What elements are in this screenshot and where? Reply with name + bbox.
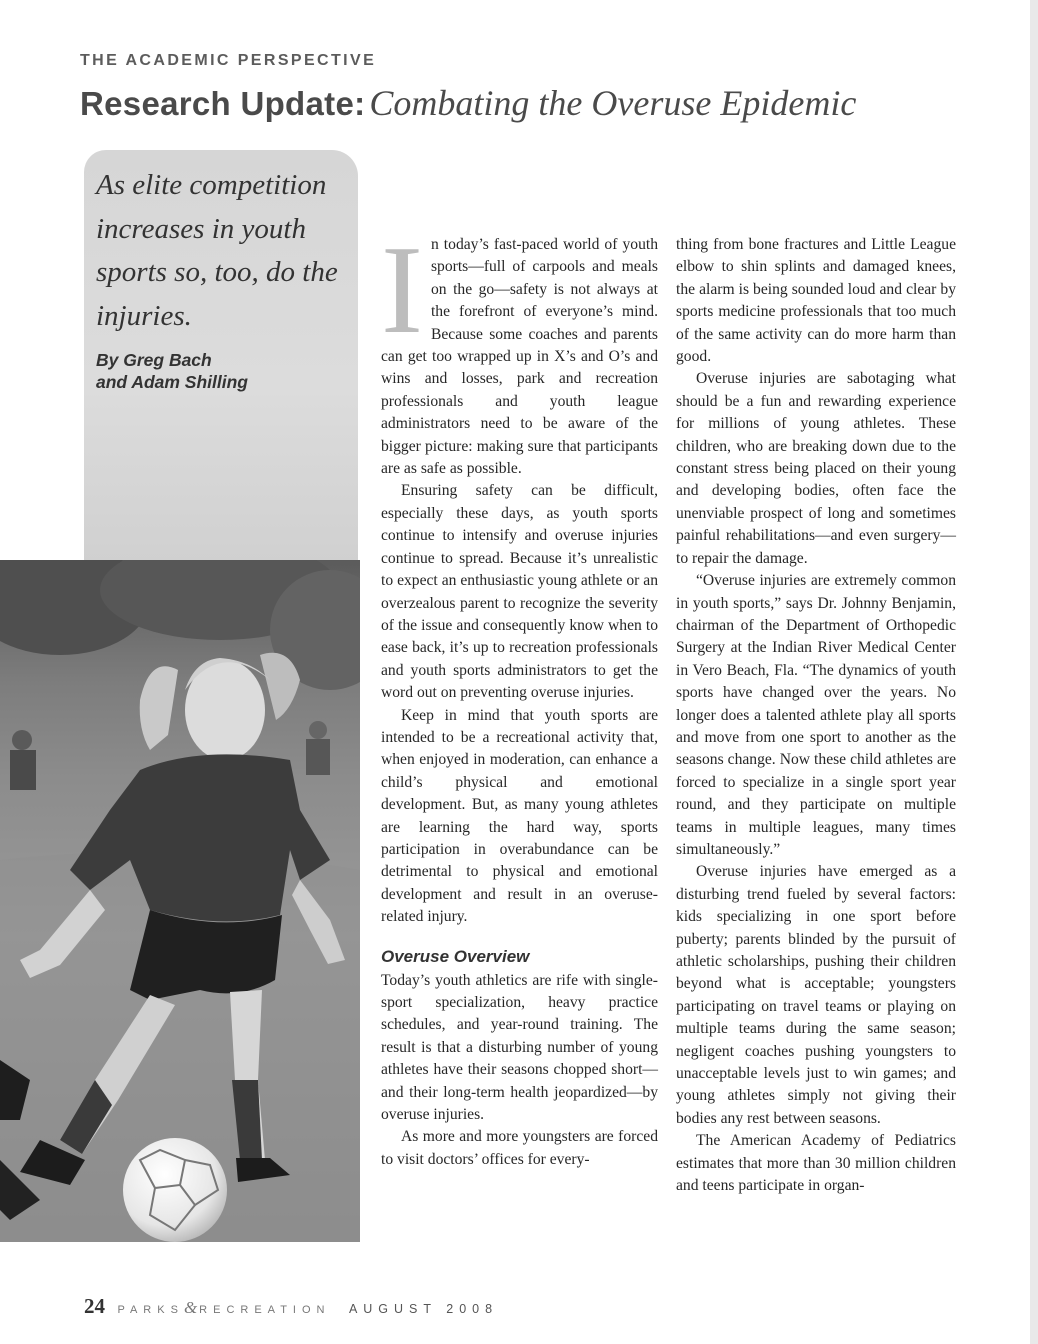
section-kicker: THE ACADEMIC PERSPECTIVE — [80, 52, 377, 69]
article-column-2 — [676, 234, 956, 1197]
headline — [80, 82, 856, 124]
headline-rest: Combating the Overuse Epidemic — [369, 83, 857, 123]
article-column-1 — [381, 221, 658, 1171]
article-paragraph: Keep in mind that youth sports are intended to be a recreational activity that, when enjoyed in moderation, can enhance a child’s physical and emotional development. But, as many young athletes are learning the hard way, sports participation in overabundance can be detrimental to physical and emotional development and result in an overuse-related injury. — [381, 706, 658, 926]
article-paragraph: As more and more youngsters are forced to visit doctors’ offices for every- — [381, 1128, 658, 1168]
article-paragraph: thing from bone fractures and Little League elbow to shin splints and damaged knees, the alarm is being sounded loud and clear by sports medicine professionals that too much of the same activity can do more harm than good. — [676, 236, 956, 366]
photo-illustration — [0, 560, 360, 1242]
page-edge — [1030, 0, 1038, 1344]
subheading: Overuse Overview — [381, 946, 530, 966]
article-paragraph — [381, 221, 658, 480]
article-paragraph: Ensuring safety can be difficult, especially these days, as youth sports continue to intensify and overuse injuries continue to spread. Because it’s unrealistic to expect an enthusiastic young athlete or an overzealous parent to recognize the severity of the issue and consequently know when to ease back, it’s up to recreation professionals and youth sports administrators to get the word out on preventing overuse injuries. — [381, 482, 658, 702]
byline-author-2: and Adam Shilling — [96, 372, 248, 392]
byline — [96, 349, 346, 393]
article-paragraph: Overuse injuries have emerged as a disturbing trend fueled by several factors: kids specializing in one sport before puberty; parents blinded by the pursuit of athletic scholarships, pushing their children beyond what is acceptable; youngsters participating on travel teams or playing on multiple teams during the same season; negligent coaches pushing youngsters to unacceptable levels just to win games; and young athletes simply not giving their bodies any rest between seasons. — [676, 863, 956, 1127]
page-footer — [84, 1294, 498, 1319]
article-paragraph: Today’s youth athletics are rife with single-sport specialization, heavy practice schedules, and year-round training. The result is that a disturbing number of young athletes have their seasons chopped short—and their long-term health jeopardized—by overuse injuries. — [381, 971, 658, 1124]
magazine-name-1: PARKS — [117, 1304, 184, 1316]
article-paragraph: Overuse injuries are sabotaging what should be a fun and rewarding experience for millions of young athletes. These children, who are breaking down due to the constant stress being placed on their young and developing bodies, often face the unenviable prospect of long and sometimes painful rehabilitations—and even surgery—to repair the damage. — [676, 370, 956, 567]
deck-text: As elite competition increases in youth sports so, too, do the injuries. — [96, 169, 338, 332]
paragraph-text: n today’s fast-paced world of youth sports—full of carpools and meals on the go—safety is not always at the forefront of everyone’s mind. Because some coaches and parents can get too wrapped up in X’s and O’s and wins and losses, park and recreation professionals and youth league administrators need to be aware of the bigger picture: making sure that participants are as safe as possible. — [381, 236, 658, 478]
article-paragraph: “Overuse injuries are extremely common in youth sports,” says Dr. Johnny Benjamin, chairman of the Department of Orthopedic Surgery at the Indian River Medical Center in Vero Beach, Fla. “The dynamics of youth sports have changed over the years. No longer does a talented athlete play all sports and move from one sport to another as the seasons change. Now these child athletes are forced to specialize in a single sport year round, and they participate on multiple teams in multiple leagues, many times simultaneously.” — [676, 572, 956, 858]
headline-lead: Research Update: — [80, 85, 366, 122]
magazine-ampersand: & — [183, 1298, 200, 1317]
page-number: 24 — [84, 1294, 105, 1318]
soccer-player-photo — [0, 560, 360, 1242]
article-paragraph: The American Academy of Pediatrics estimates that more than 30 million children and teens participate in organ- — [676, 1132, 956, 1195]
byline-author-1: By Greg Bach — [96, 350, 212, 370]
issue-date: AUGUST 2008 — [348, 1302, 499, 1316]
magazine-name-2: RECREATION — [199, 1304, 331, 1316]
drop-cap: I — [381, 221, 423, 360]
